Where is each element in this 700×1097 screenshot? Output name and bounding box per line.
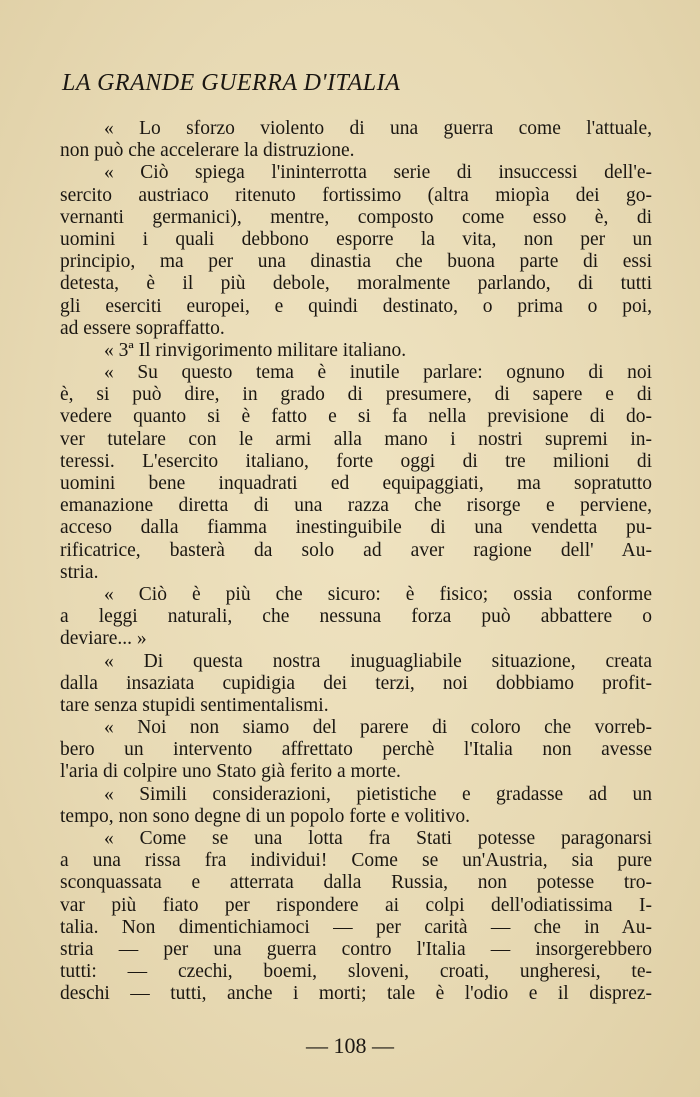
- text-line: l'aria di colpire uno Stato già ferito a morte.: [60, 761, 401, 783]
- text-line: « Su questo tema è inutile parlare: ognuno di noi: [104, 362, 652, 384]
- text-line: « Ciò spiega l'ininterrotta serie di insuccessi dell'e-: [104, 162, 652, 184]
- text-line: tutti: — czechi, boemi, sloveni, croati, ungheresi, te-: [60, 961, 652, 983]
- body-text: [60, 118, 652, 1006]
- text-line: var più fiato per rispondere ai colpi dell'odiatissima I-: [60, 894, 652, 916]
- text-line: sercito austriaco ritenuto fortissimo (altra miopìa dei go-: [60, 184, 652, 206]
- text-line: è, si può dire, in grado di presumere, di sapere e di: [60, 384, 652, 406]
- text-line: « Di questa nostra inuguagliabile situazione, creata: [104, 650, 652, 672]
- text-line: detesta, è il più debole, moralmente parlando, di tutti: [60, 273, 652, 295]
- text-line: non può che accelerare la distruzione.: [60, 140, 355, 162]
- running-head: LA GRANDE GUERRA D'ITALIA: [62, 70, 401, 96]
- text-line: uomini bene inquadrati ed equipaggiati, ma sopratutto: [60, 473, 652, 494]
- text-line: bero un intervento affrettato perchè l'Italia non avesse: [60, 739, 652, 761]
- text-line: stria.: [60, 561, 99, 583]
- text-line: vernanti germanici), mentre, composto come esso è, di: [60, 206, 652, 228]
- text-line: a leggi naturali, che nessuna forza può abbattere o: [60, 606, 652, 628]
- text-line: emanazione diretta di una razza che risorge e perviene,: [60, 495, 652, 517]
- text-line: « 3ª Il rinvigorimento militare italiano.: [104, 339, 407, 361]
- text-line: teressi. L'esercito italiano, forte oggi di tre milioni di: [60, 450, 652, 472]
- text-line: tare senza stupidi sentimentalismi.: [60, 694, 329, 716]
- text-line: ad essere sopraffatto.: [60, 317, 225, 339]
- text-line: dalla insaziata cupidigia dei terzi, noi dobbiamo profit-: [60, 672, 652, 694]
- text-line: « Lo sforzo violento di una guerra come l'attuale,: [104, 118, 652, 139]
- text-line: vedere quanto si è fatto e si fa nella previsione di do-: [60, 406, 652, 428]
- text-line: principio, ma per una dinastia che buona parte di essi: [60, 251, 652, 273]
- text-line: talia. Non dimentichiamoci — per carità — che in Au-: [60, 916, 652, 938]
- text-line: rificatrice, basterà da solo ad aver ragione dell' Au-: [60, 539, 652, 561]
- text-line: stria — per una guerra contro l'Italia — insorgerebbero: [60, 938, 652, 960]
- text-line: uomini i quali debbono esporre la vita, non per un: [60, 228, 652, 250]
- text-line: « Come se una lotta fra Stati potesse paragonarsi: [104, 828, 652, 849]
- text-line: a una rissa fra individui! Come se un'Austria, sia pure: [60, 850, 652, 872]
- text-line: acceso dalla fiamma inestinguibile di una vendetta pu-: [60, 517, 652, 539]
- text-line: « Ciò è più che sicuro: è fisico; ossia conforme: [104, 583, 652, 605]
- text-line: ver tutelare con le armi alla mano i nostri supremi in-: [60, 428, 652, 450]
- text-line: gli eserciti europei, e quindi destinato, o prima o poi,: [60, 295, 652, 317]
- text-line: deviare... »: [60, 628, 147, 650]
- text-line: deschi — tutti, anche i morti; tale è l'odio e il disprez-: [60, 983, 652, 1005]
- text-line: « Noi non siamo del parere di coloro che vorreb-: [104, 717, 652, 739]
- page-number: — 108 —: [306, 1033, 394, 1058]
- text-line: sconquassata e atterrata dalla Russia, non potesse tro-: [60, 872, 652, 894]
- text-line: tempo, non sono degne di un popolo forte e volitivo.: [60, 805, 470, 827]
- text-line: « Simili considerazioni, pietistiche e gradasse ad un: [104, 783, 652, 805]
